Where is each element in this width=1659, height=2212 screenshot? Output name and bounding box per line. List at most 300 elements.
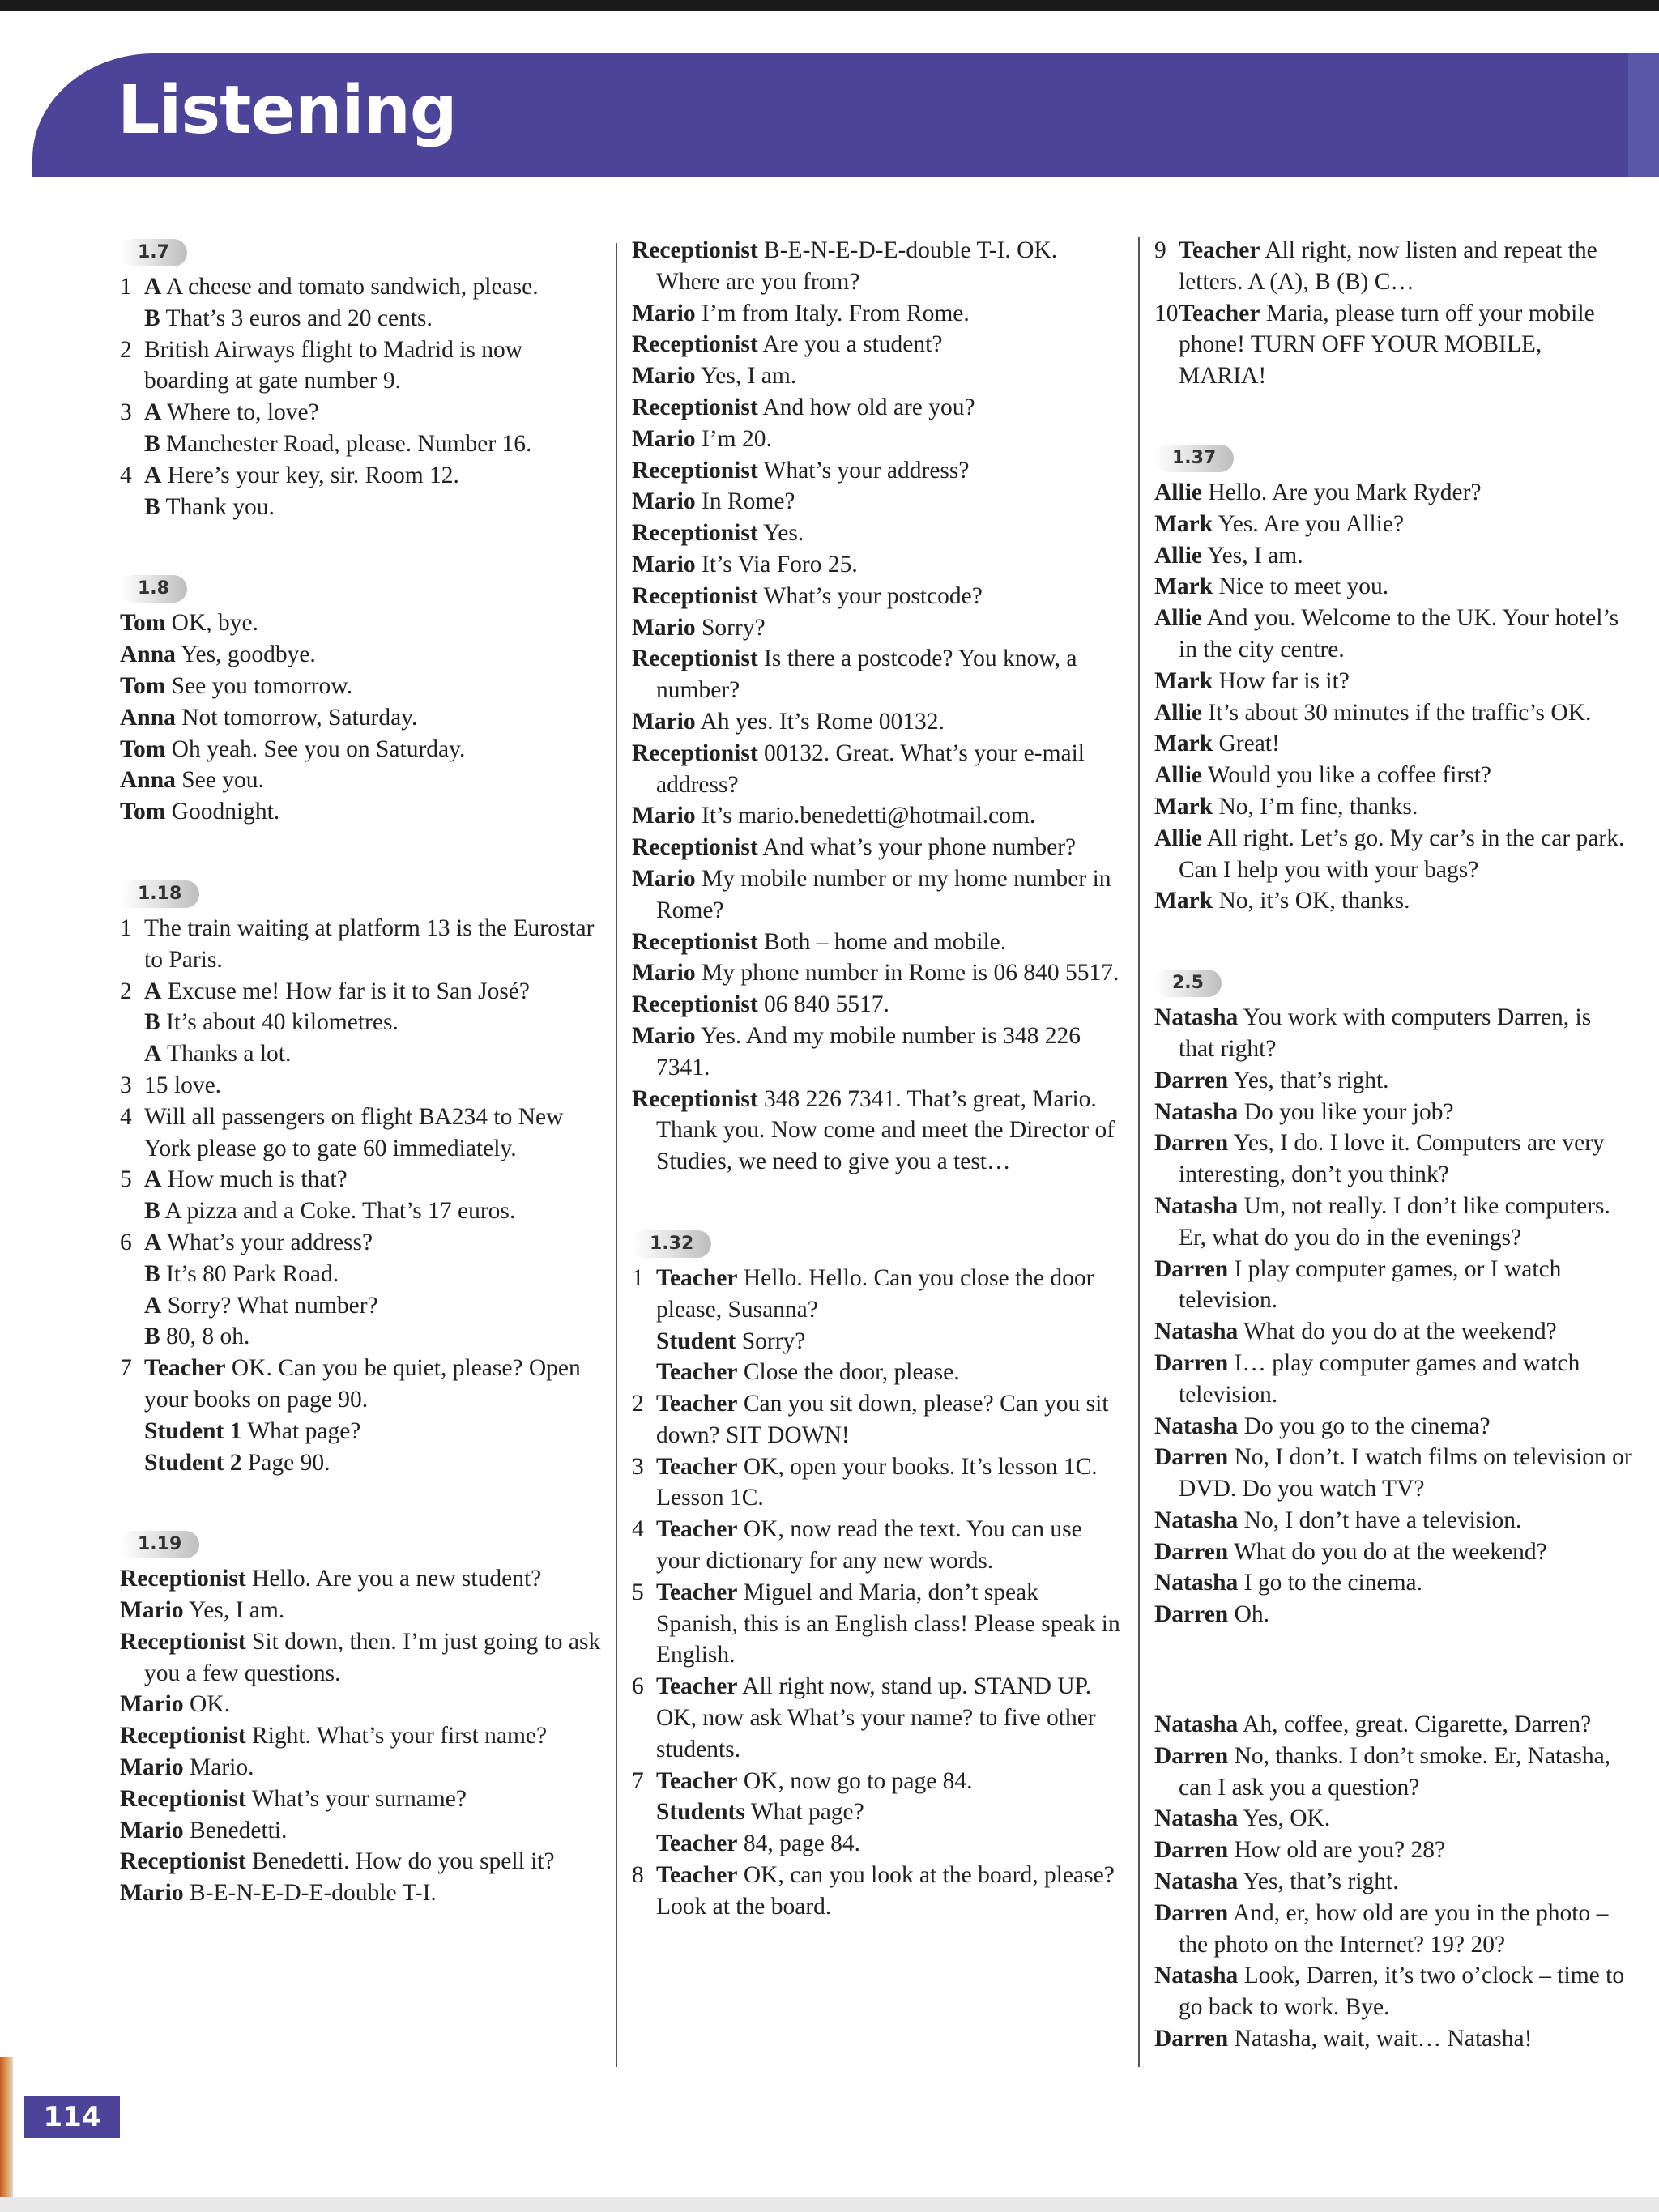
speech-text: OK, open your books. It’s lesson 1C. Lesson 1C. [656,1453,1098,1511]
speech-text: Yes, I am. [700,363,797,390]
speaker-name: Student 2 [144,1449,242,1476]
transcript-line [632,1828,1126,1860]
speaker-name: Teacher [656,1579,738,1605]
speech-text: 15 love. [144,1072,222,1098]
speaker-name: Anna [120,641,176,668]
transcript-line [120,1846,606,1877]
transcript-line [1154,1411,1632,1443]
transcript-line [1154,2023,1632,2055]
speaker-name: B [144,305,160,331]
transcript-line [120,428,606,460]
transcript-section [120,235,606,522]
speech-text: Is there a postcode? You know, a number? [656,646,1077,704]
speech-text: It’s about 30 minutes if the traffic’s OK. [1208,699,1592,726]
speech-text: Mario. [190,1754,254,1781]
speaker-name: B [144,430,160,457]
speaker-name: Natasha [1154,1004,1239,1031]
transcript-line [632,1084,1126,1178]
speaker-name: Teacher [656,1391,738,1417]
speaker-name: A [144,462,162,488]
transcript-line [632,863,1126,927]
transcript-line [1154,1097,1632,1128]
transcript-line [632,455,1126,487]
transcript-line [120,1290,606,1322]
speech-text: How much is that? [167,1166,348,1193]
transcript-line [120,1752,606,1784]
speaker-name: Mark [1154,573,1213,600]
speaker-name: A [144,274,162,300]
transcript-line [1154,1960,1632,2023]
speech-text: Benedetti. How do you spell it? [252,1848,555,1875]
speaker-name: Darren [1154,1601,1229,1628]
speaker-name: Allie [1154,825,1202,851]
speaker-name: B [144,493,160,520]
top-edge-shadow [0,0,1659,11]
speech-text: OK, bye. [171,610,258,637]
speech-text: Oh yeah. See you on Saturday. [171,735,466,762]
column-1 [120,235,606,1958]
transcript-line [1154,1567,1632,1599]
transcript-line [632,1357,1126,1388]
speaker-name: Receptionist [632,582,758,609]
speech-text: What’s your postcode? [763,582,983,609]
speaker-name: Anna [120,704,176,731]
speech-text: See you tomorrow. [171,672,353,699]
transcript-section [120,571,606,828]
speaker-name: Mario [120,1880,184,1907]
speaker-name: Mark [1154,731,1213,757]
transcript-line [632,1263,1126,1326]
speech-text: OK, now go to page 84. [743,1767,973,1794]
transcript-line [1154,1002,1632,1065]
speaker-name: Darren [1154,1349,1229,1376]
speaker-name: Natasha [1154,1570,1239,1596]
line-number: 3 [120,1072,132,1098]
speech-text: Yes, goodbye. [181,641,316,668]
speech-text: Page 90. [247,1449,331,1476]
track-number-badge: 1.8 [120,575,187,603]
speaker-name: Mark [1154,793,1213,820]
transcript-line [120,1196,606,1227]
transcript-line [632,927,1126,958]
transcript-line [1154,1191,1632,1254]
line-number: 1 [632,1264,644,1291]
speech-text: Excuse me! How far is it to San José? [167,978,530,1004]
transcript-line [120,1595,606,1626]
transcript-line [632,392,1126,424]
transcript-line [120,1038,606,1070]
speech-text: 84, page 84. [743,1831,861,1857]
transcript-line [632,612,1126,644]
speaker-name: Receptionist [120,1848,246,1875]
track-number-badge: 1.37 [1154,445,1234,472]
speaker-name: Mario [632,488,696,515]
speaker-name: Darren [1154,1899,1229,1926]
speaker-name: Darren [1154,1444,1229,1471]
track-number-badge: 1.19 [120,1531,199,1558]
speech-text: OK. Can you be quiet, please? Open your books on page 90. [144,1355,581,1413]
speech-text: What’s your address? [763,457,970,484]
transcript-line [1154,1835,1632,1866]
transcript-line [120,1102,606,1165]
speaker-name: Natasha [1154,1711,1239,1738]
transcript-line [632,518,1126,549]
speaker-name: Mario [632,960,696,987]
speaker-name: A [144,399,162,426]
speaker-name: B [144,1009,160,1036]
track-number-badge: 2.5 [1154,970,1222,997]
speech-text: I’m 20. [702,425,772,452]
paragraph-gap [1154,1655,1632,1686]
line-number: 4 [632,1516,644,1543]
transcript-line [632,1671,1126,1765]
transcript-line [120,1164,606,1196]
speaker-name: Allie [1154,542,1202,569]
transcript-line [632,424,1126,455]
line-number: 2 [120,978,132,1004]
speaker-name: Students [656,1799,745,1826]
transcript-line [120,1784,606,1815]
speaker-name: Teacher [656,1767,738,1794]
speech-text: What do you do at the weekend? [1234,1538,1547,1565]
speaker-name: Receptionist [120,1723,246,1750]
track-number-badge: 1.18 [120,880,199,908]
transcript-line [120,1720,606,1752]
speech-text: And, er, how old are you in the photo – the photo on the Internet? 19? 20? [1179,1899,1609,1958]
transcript-section [120,1527,606,1909]
speech-text: What’s your address? [167,1229,373,1255]
transcript-line [120,397,606,428]
transcript-line [1154,1599,1632,1630]
speaker-name: Receptionist [120,1566,246,1592]
speaker-name: Natasha [1154,1192,1239,1219]
speaker-name: A [144,1292,162,1319]
transcript-line [632,1766,1126,1797]
speaker-name: Darren [1154,1130,1229,1157]
speaker-name: Receptionist [632,834,758,861]
transcript-line [632,1514,1126,1577]
speaker-name: Receptionist [632,991,758,1018]
transcript-line [1154,1866,1632,1898]
speech-text: It’s mario.benedetti@hotmail.com. [702,803,1036,829]
speaker-name: A [144,1041,162,1068]
speaker-name: Natasha [1154,1805,1239,1832]
transcript-line [120,1689,606,1720]
line-number: 8 [632,1862,644,1889]
speaker-name: Natasha [1154,1963,1239,1989]
speech-text: See you. [181,767,264,794]
speech-text: OK, can you look at the board, please? Look at the board. [656,1862,1115,1920]
line-number: 7 [120,1355,132,1382]
speech-text: Great! [1218,731,1280,757]
speech-text: No, it’s OK, thanks. [1218,888,1410,914]
speech-text: My mobile number or my home number in Rome? [656,865,1111,923]
line-number: 4 [120,462,132,488]
speech-text: 06 840 5517. [764,991,889,1018]
speech-text: I… play computer games and watch television. [1179,1349,1580,1408]
transcript-section [632,1226,1126,1923]
speaker-name: Mario [120,1691,184,1718]
transcript-line [632,738,1126,801]
page-number: 114 [24,2096,120,2138]
speech-text: 00132. Great. What’s your e-mail address? [656,739,1085,798]
speaker-name: Teacher [656,1673,738,1700]
transcript-line [120,913,606,976]
transcript-line [632,706,1126,738]
line-number: 5 [120,1166,132,1193]
transcript-section [120,876,606,1478]
speech-text: What’s your surname? [251,1785,467,1812]
transcript-line [1154,1709,1632,1741]
speech-text: Close the door, please. [743,1359,960,1386]
transcript-line [120,1353,606,1416]
transcript-line [1154,1065,1632,1097]
speaker-name: Mario [632,363,696,390]
speech-text: What page? [750,1799,864,1826]
transcript-line [120,702,606,734]
speaker-name: Allie [1154,479,1202,505]
transcript-line [632,1796,1126,1828]
transcript-line [120,1447,606,1479]
speech-text: How far is it? [1218,667,1350,694]
speaker-name: B [144,1198,160,1225]
book-spine-edge [0,2057,13,2212]
speech-text: Hello. Hello. Can you close the door please, Susanna? [656,1264,1094,1323]
transcript-line [1154,509,1632,540]
transcript-line [120,671,606,702]
speech-text: Maria, please turn off your mobile phone! TURN OFF YOUR MOBILE, MARIA! [1179,300,1595,390]
speaker-name: Mark [1154,510,1213,537]
transcript-line [1154,666,1632,697]
speaker-name: A [144,1229,162,1255]
speaker-name: Receptionist [632,1085,758,1112]
speaker-name: Mark [1154,888,1213,914]
speaker-name: Receptionist [632,646,758,672]
transcript-line [1154,1316,1632,1348]
line-number: 1 [120,274,132,300]
transcript-section [1154,235,1632,392]
track-number-badge: 1.32 [632,1230,711,1258]
transcript-line [1154,791,1632,823]
page-title: Listening [117,72,457,149]
speaker-name: Natasha [1154,1507,1239,1533]
speaker-name: Mario [632,614,696,641]
speaker-name: Teacher [1179,237,1260,263]
speech-text: Sorry? [702,614,766,641]
speech-text: My phone number in Rome is 06 840 5517. [702,960,1120,987]
speech-text: Oh. [1234,1601,1270,1628]
speech-text: Here’s your key, sir. Room 12. [167,462,459,488]
speaker-name: Receptionist [632,520,758,547]
speaker-name: Teacher [656,1831,738,1857]
speech-text: 80, 8 oh. [166,1323,250,1350]
line-number: 2 [120,336,132,363]
transcript-line [1154,760,1632,791]
transcript-line [120,1416,606,1447]
speech-text: Manchester Road, please. Number 16. [166,430,532,457]
speaker-name: Tom [120,672,166,699]
speech-text: OK. [190,1691,230,1718]
speech-text: Yes, I do. I love it. Computers are very interesting, don’t you think? [1179,1130,1605,1188]
speaker-name: Mario [632,803,696,829]
line-number: 5 [632,1579,644,1605]
speaker-name: Natasha [1154,1869,1239,1895]
transcript-line [1154,1348,1632,1411]
transcript-line [1154,540,1632,572]
speech-text: Both – home and mobile. [764,928,1007,955]
speaker-name: Receptionist [632,394,758,420]
speech-text: Sorry? What number? [167,1292,378,1319]
speech-text: Nice to meet you. [1218,573,1389,600]
transcript-line [120,335,606,398]
speaker-name: Darren [1154,1538,1229,1565]
speaker-name: Darren [1154,2026,1229,2052]
speech-text: Um, not really. I don’t like computers. Er, what do you do in the evenings? [1179,1192,1610,1251]
speech-text: The train waiting at platform 13 is the Eurostar to Paris. [144,914,595,973]
transcript-line [120,1815,606,1847]
transcript-line [1154,298,1632,392]
transcript-line [632,989,1126,1021]
transcript-line [632,360,1126,392]
transcript-line [1154,1442,1632,1505]
speaker-name: Teacher [656,1453,738,1480]
speaker-name: B [144,1323,160,1350]
transcript-line [120,734,606,765]
transcript-line [120,1563,606,1595]
speaker-name: Mario [632,425,696,452]
transcript-section [1154,965,1632,2055]
line-number: 3 [120,399,132,426]
speech-text: OK, now read the text. You can use your dictionary for any new words. [656,1516,1082,1575]
speaker-name: Receptionist [120,1628,246,1655]
speaker-name: Darren [1154,1067,1229,1093]
transcript-line [1154,885,1632,917]
speech-text: 348 226 7341. That’s great, Mario. Thank you. Now come and meet the Director of Studies, we need to give you a test… [656,1085,1115,1175]
speaker-name: Receptionist [632,331,758,358]
speech-text: Thanks a lot. [167,1041,292,1068]
speech-text: Ah yes. It’s Rome 00132. [700,708,945,735]
transcript-line [632,1021,1126,1084]
speech-text: Look, Darren, it’s two o’clock – time to go back to work. Bye. [1179,1963,1625,2021]
bottom-edge [0,2197,1659,2212]
speech-text: All right. Let’s go. My car’s in the car park. Can I help you with your bags? [1179,825,1625,883]
transcript-line [632,1326,1126,1357]
speech-text: It’s Via Foro 25. [702,551,858,578]
speech-text: And you. Welcome to the UK. Your hotel’s in the city centre. [1179,605,1619,663]
speech-text: You work with computers Darren, is that right? [1179,1004,1592,1062]
speech-text: Do you go to the cinema? [1243,1413,1491,1439]
transcript-line [120,1626,606,1690]
speech-text: Goodnight. [171,799,280,825]
speaker-name: Teacher [656,1516,738,1543]
transcript-line [632,1860,1126,1923]
speech-text: Yes, OK. [1243,1805,1331,1832]
transcript-line [120,271,606,303]
speech-text: I go to the cinema. [1243,1570,1422,1596]
speech-text: Right. What’s your first name? [252,1723,548,1750]
transcript-line [1154,1741,1632,1804]
speech-text: Yes, that’s right. [1243,1869,1399,1895]
transcript-line [632,832,1126,863]
line-number: 4 [120,1103,132,1130]
transcript-line [120,460,606,492]
transcript-line [1154,1536,1632,1568]
transcript-line [120,1227,606,1259]
speaker-name: Anna [120,767,176,794]
speech-text: I’m from Italy. From Rome. [702,300,970,326]
speaker-name: Natasha [1154,1413,1239,1439]
speaker-name: Teacher [656,1359,738,1386]
line-number: 3 [632,1453,644,1480]
speaker-name: Allie [1154,605,1202,632]
speech-text: It’s about 40 kilometres. [166,1009,399,1036]
speech-text: Thank you. [165,493,275,520]
transcript-line [1154,823,1632,886]
speech-text: Yes. Are you Allie? [1218,510,1405,537]
speech-text: B-E-N-E-D-E-double T-I. OK. Where are you from? [656,237,1058,295]
speech-text: Yes. [762,520,804,547]
speaker-name: Darren [1154,1837,1229,1864]
speech-text: It’s 80 Park Road. [166,1260,339,1287]
transcript-line [120,1877,606,1909]
transcript-line [120,1321,606,1353]
speaker-name: A [144,1166,162,1193]
transcript-line [120,1070,606,1102]
transcript-line [1154,1254,1632,1317]
speech-text: Hello. Are you Mark Ryder? [1208,479,1482,505]
transcript-line [120,1259,606,1290]
speaker-name: Mario [632,708,696,735]
speaker-name: Mark [1154,667,1213,694]
speech-text: Not tomorrow, Saturday. [181,704,418,731]
speech-text: Sit down, then. I’m just going to ask you a few questions. [144,1628,601,1686]
speaker-name: Receptionist [632,237,758,263]
speaker-name: Allie [1154,762,1202,789]
speaker-name: B [144,1260,160,1287]
speech-text: Yes, that’s right. [1233,1067,1389,1093]
speech-text: What page? [247,1417,361,1444]
speaker-name: Receptionist [632,457,758,484]
column-divider-1 [616,243,617,2067]
speech-text: Will all passengers on flight BA234 to New York please go to gate 60 immediately. [144,1103,564,1161]
transcript-line [1154,1803,1632,1835]
line-number: 1 [120,914,132,941]
line-number: 10 [1154,300,1179,326]
speaker-name: Tom [120,735,166,762]
speaker-name: Mario [120,1817,184,1843]
speaker-name: Natasha [1154,1319,1239,1345]
speech-text: Benedetti. [190,1817,288,1843]
speech-text: Yes, I am. [1207,542,1303,569]
speech-text: Sorry? [741,1328,806,1354]
transcript-line [120,1007,606,1038]
speech-text: Yes. And my mobile number is 348 226 7341. [656,1022,1081,1080]
transcript-line [632,329,1126,360]
transcript-section [632,235,1126,1178]
speaker-name: Mario [632,1022,696,1049]
speech-text: Can you sit down, please? Can you sit down? SIT DOWN! [656,1391,1109,1448]
transcript-line [120,639,606,671]
line-number: 2 [632,1391,644,1417]
transcript-line [1154,571,1632,603]
speaker-name: Receptionist [632,739,758,766]
transcript-line [632,1577,1126,1671]
speech-text: In Rome? [702,488,795,515]
transcript-line [1154,1127,1632,1191]
speaker-name: Teacher [656,1862,738,1889]
speech-text: That’s 3 euros and 20 cents. [165,305,433,331]
track-number-badge: 1.7 [120,239,187,266]
